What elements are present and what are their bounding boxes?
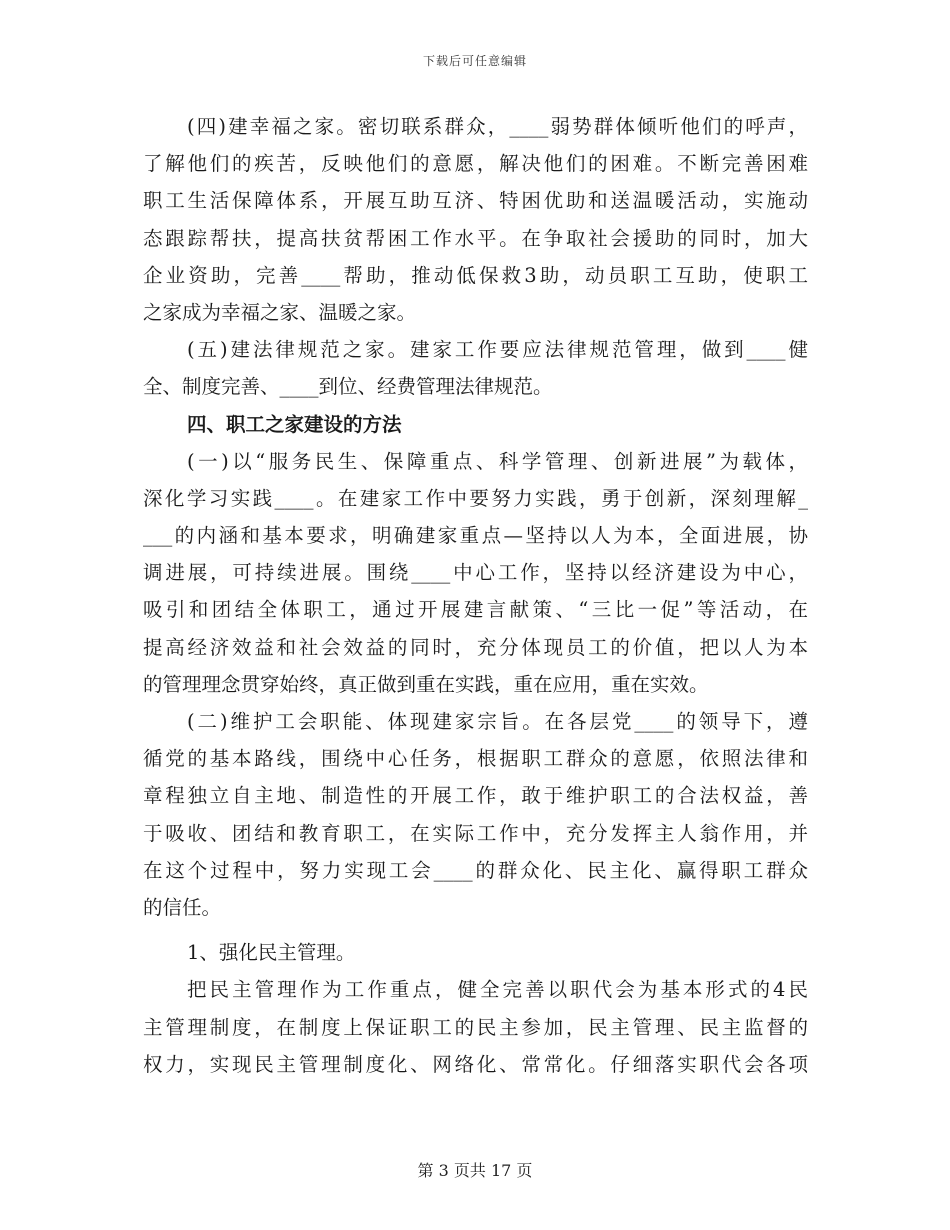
paragraph-line: (四)建幸福之家。密切联系群众，____弱势群体倾听他们的呼声，: [187, 115, 808, 138]
page-header: 下载后可任意编辑: [422, 54, 527, 68]
paragraph-line: (二)维护工会职能、体现建家宗旨。在各层党____的领导下，遵: [187, 710, 808, 733]
section-heading: 四、职工之家建设的方法: [187, 412, 402, 436]
paragraph-line: 深化学习实践____。在建家工作中要努力实践，勇于创新，深刻理解_: [143, 486, 808, 510]
paragraph-line: 吸引和团结全体职工，通过开展建言献策、“三比一促”等活动，在: [143, 598, 808, 622]
paragraph-line: (一)以“服务民生、保障重点、科学管理、创新进展”为载体，: [187, 449, 808, 473]
paragraph-line: 章程独立自主地、制造性的开展工作，敢于维护职工的合法权益，善: [143, 784, 808, 808]
document-body: [143, 108, 808, 1083]
paragraph-line: 了解他们的疾苦，反映他们的意愿，解决他们的困难。不断完善困难: [143, 152, 808, 176]
paragraph-line: 企业资助，完善____帮助，推动低保救3助，动员职工互助，使职工: [143, 263, 808, 287]
paragraph-line: 全、制度完善、____到位、经费管理法律规范。: [143, 375, 553, 399]
subsection-heading: 1、强化民主管理。: [187, 941, 356, 965]
paragraph-line: 权力，实现民主管理制度化、网络化、常常化。仔细落实职代会各项: [143, 1052, 808, 1076]
paragraph-line: (五)建法律规范之家。建家工作要应法律规范管理，做到____健: [187, 338, 808, 362]
paragraph-line: 的信任。: [143, 895, 222, 919]
paragraph-gap: [143, 926, 808, 934]
paragraph-line: 在这个过程中，努力实现工会____的群众化、民主化、赢得职工群众: [143, 858, 808, 882]
paragraph-line: 于吸收、团结和教育职工，在实际工作中，充分发挥主人翁作用，并: [143, 821, 808, 845]
paragraph-line: 主管理制度，在制度上保证职工的民主参加，民主管理、民主监督的: [143, 1015, 808, 1039]
paragraph-line: 之家成为幸福之家、温暖之家。: [143, 300, 417, 324]
paragraph-line: 提高经济效益和社会效益的同时，充分体现员工的价值，把以人为本: [143, 635, 808, 659]
paragraph-line: 把民主管理作为工作重点，健全完善以职代会为基本形式的4民: [187, 978, 808, 1002]
paragraph-line: 循党的基本路线，围绕中心任务，根据职工群众的意愿，依照法律和: [143, 747, 808, 771]
paragraph-line: 职工生活保障体系，开展互助互济、特困优助和送温暖活动，实施动: [143, 189, 808, 213]
paragraph-line: 的管理理念贯穿始终，真正做到重在实践，重在应用，重在实效。: [143, 672, 709, 696]
paragraph-line: 调进展，可持续进展。围绕____中心工作，坚持以经济建设为中心，: [143, 561, 808, 585]
paragraph-line: 态跟踪帮扶，提高扶贫帮困工作水平。在争取社会援助的同时，加大: [143, 226, 808, 250]
page-footer: 第 3 页共 17 页: [417, 1161, 533, 1180]
paragraph-line: ___的内涵和基本要求，明确建家重点—坚持以人为本，全面进展，协: [143, 524, 808, 548]
